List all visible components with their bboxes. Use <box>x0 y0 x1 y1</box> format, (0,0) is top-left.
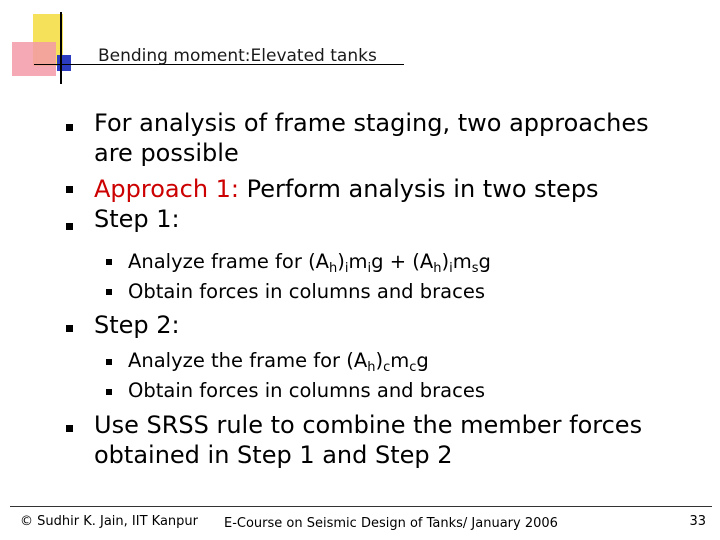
sub-bullet-obtain-forces-2: Obtain forces in columns and braces <box>128 379 485 402</box>
sub-bullet-marker <box>106 389 112 395</box>
bullet-approach-1 <box>94 174 599 204</box>
text: m <box>390 349 410 372</box>
bullet-approaches <box>94 108 649 168</box>
slide-title: Bending moment:Elevated tanks <box>98 46 377 66</box>
subscript: i <box>344 261 349 276</box>
subscript: h <box>433 261 442 276</box>
bullet-marker <box>66 124 73 131</box>
text: Analyze the frame for (A <box>128 349 368 372</box>
bullet-marker <box>66 223 73 230</box>
footer-divider <box>10 506 712 507</box>
bullet-text: are possible <box>94 139 239 167</box>
footer-course: E-Course on Seismic Design of Tanks/ January 2006 <box>224 516 558 531</box>
vertical-line-decoration <box>60 12 62 84</box>
bullet-srss-rule <box>94 410 642 470</box>
text: g + (A <box>371 250 434 273</box>
bullet-marker <box>66 186 73 193</box>
bullet-marker <box>66 425 73 432</box>
bullet-text: Use SRSS rule to combine the member forces <box>94 411 643 439</box>
subscript: c <box>383 360 391 375</box>
sub-bullet-marker <box>106 359 112 365</box>
text: ) <box>375 349 384 372</box>
footer-copyright: © Sudhir K. Jain, IIT Kanpur <box>20 514 198 529</box>
page-number: 33 <box>689 514 706 529</box>
bullet-text: obtained in Step 1 and Step 2 <box>94 441 453 469</box>
sub-bullet-analyze-frame <box>128 249 491 281</box>
bullet-marker <box>66 325 73 332</box>
bullet-step-2: Step 2: <box>94 311 180 339</box>
pink-square-decoration <box>12 42 56 76</box>
text: g <box>416 349 429 372</box>
text: g <box>478 250 491 273</box>
text: ) <box>337 250 345 273</box>
subscript: c <box>409 360 417 375</box>
subscript: i <box>367 261 372 276</box>
subscript: h <box>367 360 376 375</box>
bullet-step-1: Step 1: <box>94 205 180 233</box>
sub-bullet-marker <box>106 289 112 295</box>
bullet-text: For analysis of frame staging, two approaches <box>94 109 649 137</box>
subscript: s <box>471 261 479 276</box>
text: m <box>348 250 368 273</box>
sub-bullet-marker <box>106 259 112 265</box>
text: ) <box>441 250 450 273</box>
subscript: h <box>329 261 338 276</box>
text: m <box>452 250 472 273</box>
approach-label: Approach 1: <box>94 175 240 203</box>
text: Analyze frame for (A <box>128 250 330 273</box>
bullet-text: Perform analysis in two steps <box>239 175 599 203</box>
sub-bullet-analyze-frame-2 <box>128 348 429 380</box>
sub-bullet-obtain-forces: Obtain forces in columns and braces <box>128 280 485 303</box>
subscript: i <box>449 261 453 276</box>
